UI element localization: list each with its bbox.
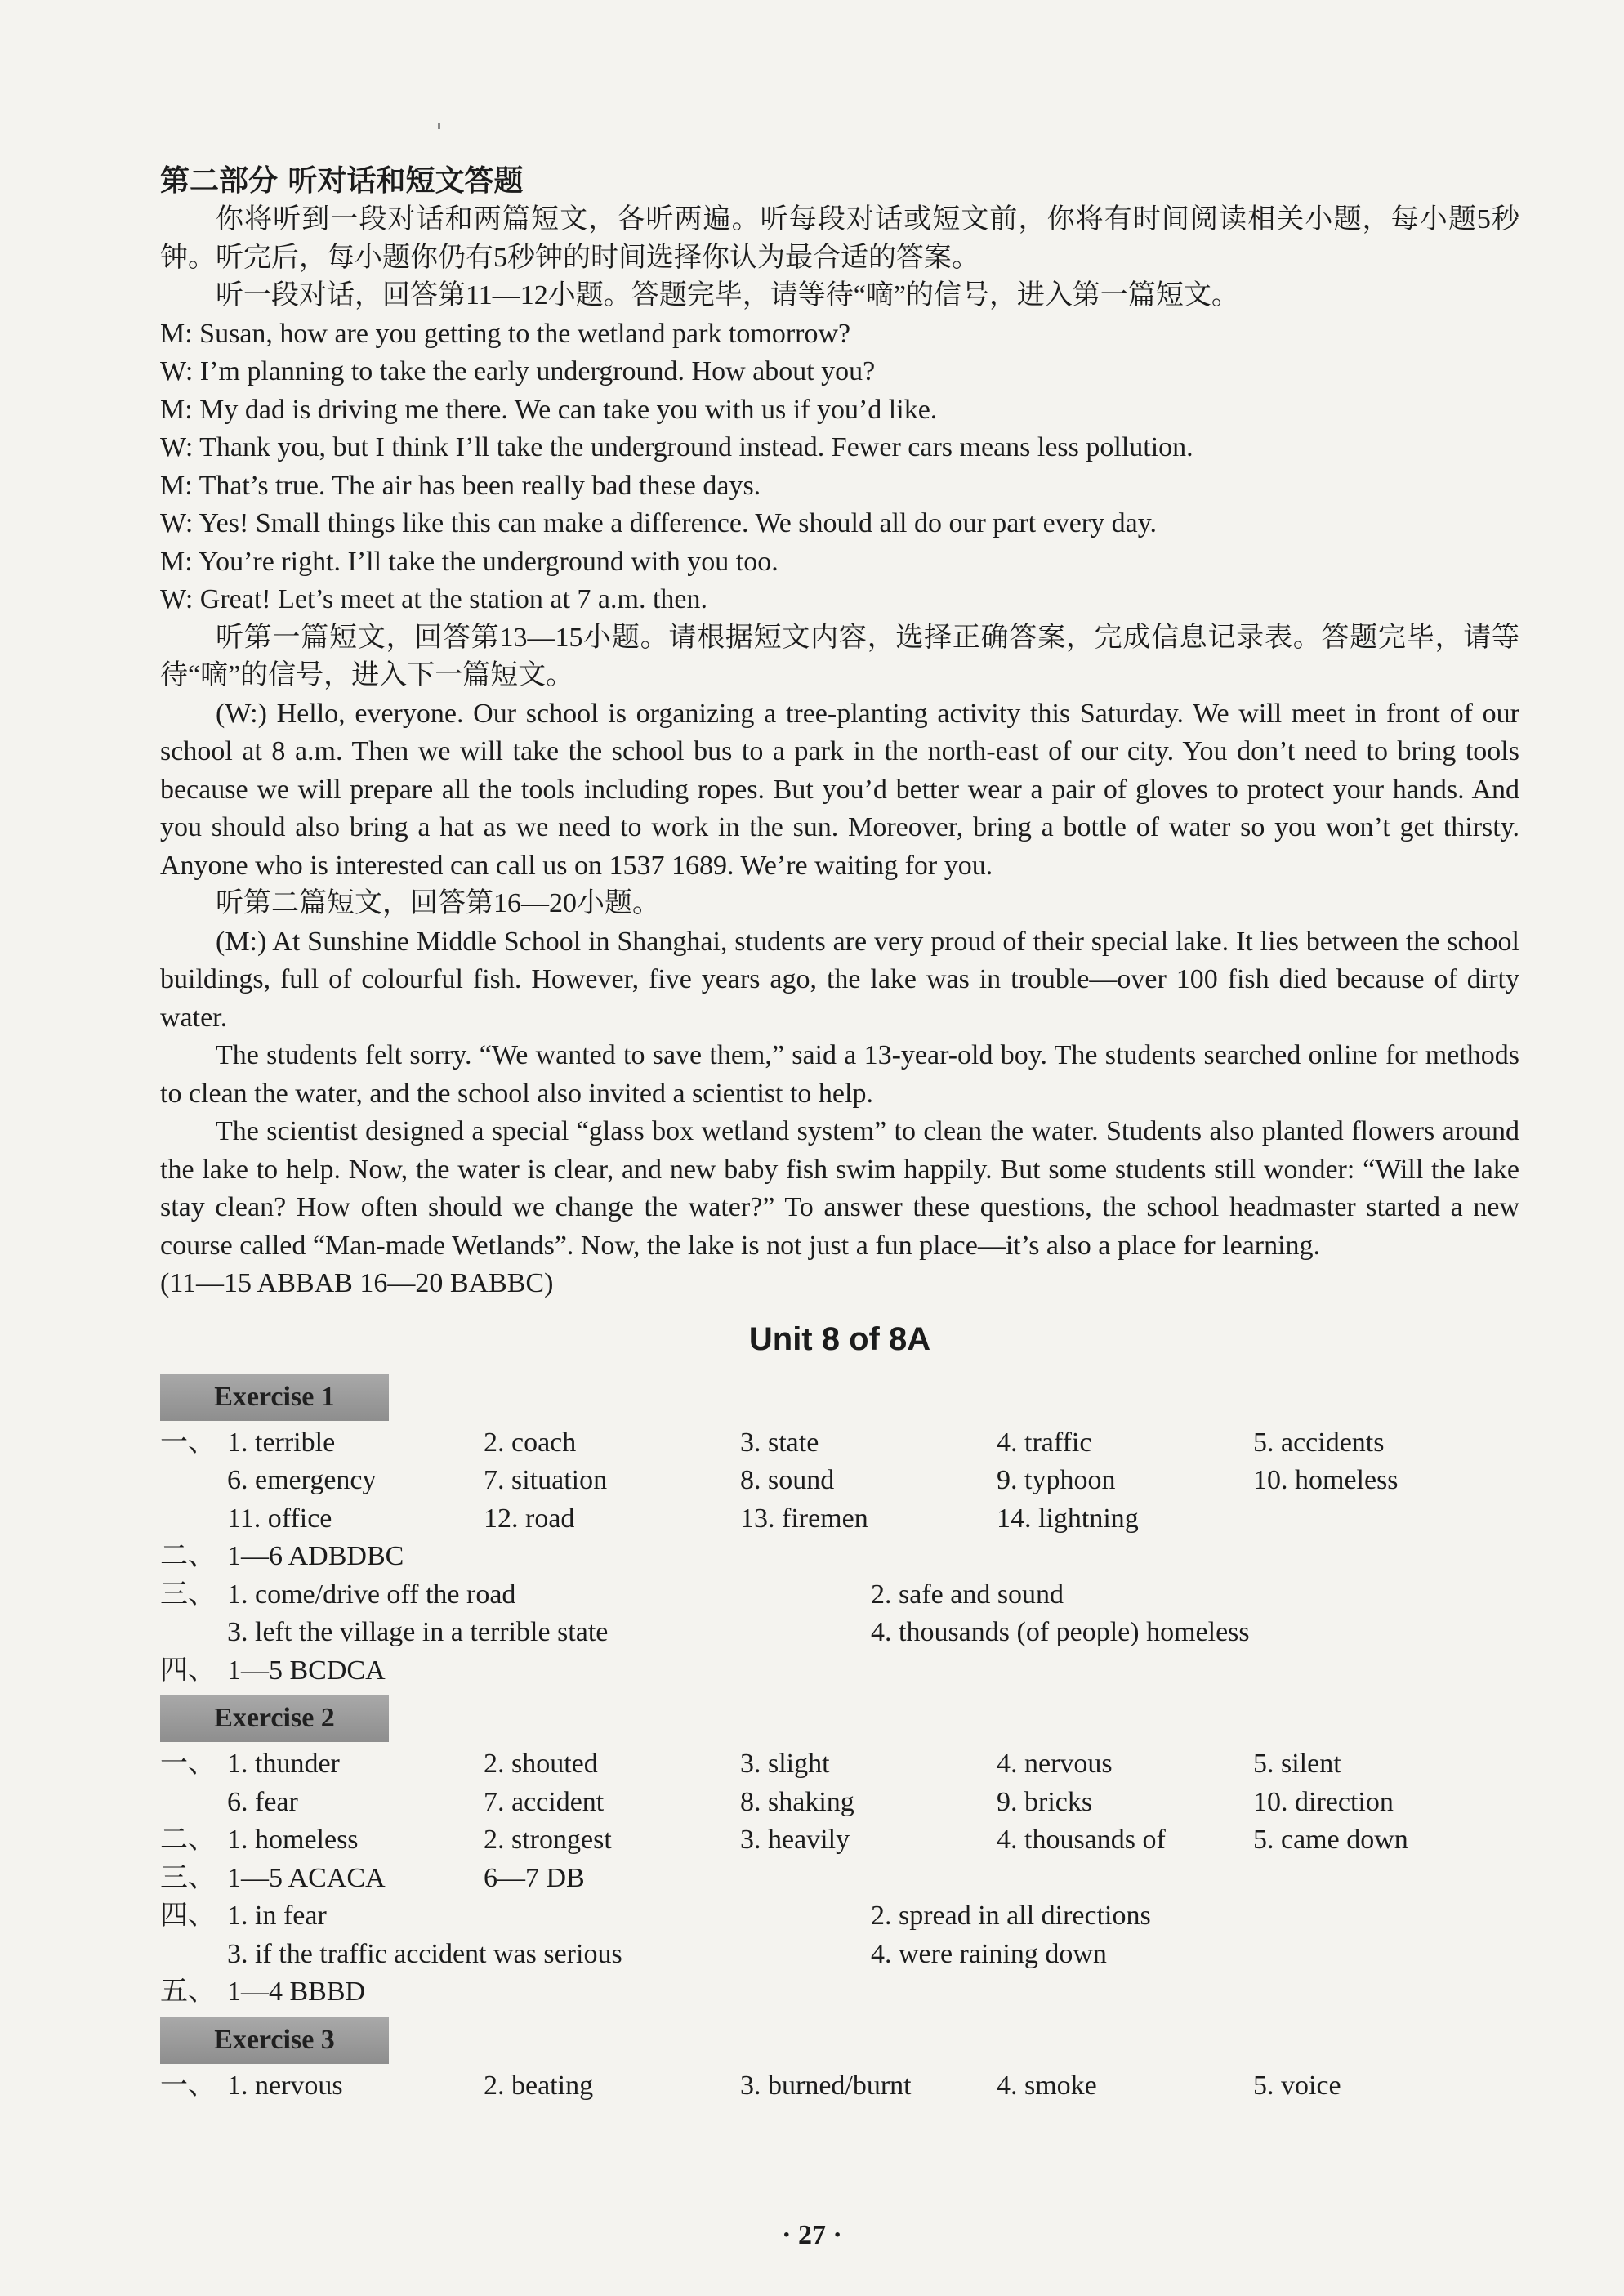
answer-row	[160, 1821, 1519, 1860]
answer-item: 4. thousands of	[997, 1825, 1166, 1855]
answer-row	[160, 1576, 1519, 1615]
section-number: 二、	[160, 1541, 216, 1571]
page-content	[160, 160, 1519, 2105]
answer-item: 1. in fear	[227, 1901, 327, 1931]
answer-item: 4. thousands (of people) homeless	[871, 1617, 1250, 1647]
answer-row	[160, 1462, 1519, 1500]
answer-item: 5. silent	[1253, 1749, 1341, 1779]
answer-item: 1. come/drive off the road	[227, 1579, 516, 1610]
answer-item: 3. burned/burnt	[740, 2070, 912, 2101]
section-number: 一、	[160, 1749, 216, 1779]
section-number: 一、	[160, 1427, 216, 1458]
passage2-paragraph: The scientist designed a special “glass box wetland system” to clean the water. Students also planted flowers around the lake to help. Now, the water is clear, and new baby fish swim happily. But some students still wonder: “Will the lake stay clean? How often should we change the water?” To answer these questions, the school headmaster started a new course called “Man-made Wetlands”. Now, the lake is not just a fun place—it’s also a place for learning.	[160, 1116, 1519, 1261]
dialogue	[160, 315, 1519, 619]
answer-item: 7. accident	[484, 1786, 605, 1817]
answer-row	[160, 1652, 1519, 1691]
answer-item: 1—5 ACACA	[227, 1862, 386, 1893]
answer-item: 10. homeless	[1253, 1465, 1399, 1495]
answer-row	[160, 1500, 1519, 1539]
section-number: 五、	[160, 1977, 216, 2007]
answer-row	[160, 1745, 1519, 1784]
dialogue-line: W: Thank you, but I think I’ll take the underground instead. Fewer cars means less pollution.	[160, 432, 1193, 462]
page-number: · 27 ·	[782, 2220, 842, 2250]
answer-item: 3. slight	[740, 1749, 830, 1779]
dialogue-line: M: Susan, how are you getting to the wetland park tomorrow?	[160, 318, 851, 349]
passage1-text: (W:) Hello, everyone. Our school is organizing a tree-planting activity this Saturday. We will meet in front of our school at 8 a.m. Then we will take the school bus to a park in the north-east of our city. You don’t need to bring tools because we will prepare all the tools including ropes. But you’d better wear a pair of gloves to protect your hands. And you should also bring a hat as we need to work in the sun. Moreover, bring a bottle of water so you won’t get thirsty. Anyone who is interested can call us on 1537 1689. We’re waiting for you.	[160, 698, 1519, 881]
answer-item: 6. fear	[227, 1786, 298, 1817]
part2-instructions: 你将听到一段对话和两篇短文，各听两遍。听每段对话或短文前，你将有时间阅读相关小题，每小题5秒钟。听完后，每小题你仍有5秒钟的时间选择你认为最合适的答案。	[160, 204, 1519, 273]
answer-item: 1—4 BBBD	[227, 1977, 366, 2007]
answer-item: 9. bricks	[997, 1786, 1093, 1817]
answer-item: 1. thunder	[227, 1749, 340, 1779]
answer-row	[160, 1973, 1519, 2012]
section-number: 二、	[160, 1825, 216, 1855]
answer-item: 2. coach	[484, 1427, 577, 1458]
answer-item: 1—5 BCDCA	[227, 1655, 386, 1686]
listening-answers: (11—15 ABBAB 16—20 BABBC)	[160, 1268, 554, 1298]
answer-item: 1. nervous	[227, 2070, 343, 2101]
answer-item: 5. voice	[1253, 2070, 1341, 2101]
answer-item: 3. state	[740, 1427, 819, 1458]
section-number: 三、	[160, 1862, 216, 1893]
answer-item: 9. typhoon	[997, 1465, 1116, 1495]
answer-item: 8. shaking	[740, 1786, 854, 1817]
answer-item: 3. left the village in a terrible state	[227, 1617, 609, 1647]
answer-row	[160, 1784, 1519, 1822]
answer-item: 4. traffic	[997, 1427, 1092, 1458]
answer-item: 5. came down	[1253, 1825, 1408, 1855]
answer-item: 2. safe and sound	[871, 1579, 1064, 1610]
answer-item: 1—6 ADBDBC	[227, 1541, 404, 1571]
unit-title: Unit 8 of 8A	[748, 1320, 931, 1357]
section-number: 三、	[160, 1579, 216, 1610]
answer-item: 2. strongest	[484, 1825, 612, 1855]
speck	[438, 123, 440, 129]
answer-item: 12. road	[484, 1503, 575, 1534]
answer-item: 8. sound	[740, 1465, 835, 1495]
answer-row	[160, 1860, 1519, 1898]
dialogue-line: W: Yes! Small things like this can make a difference. We should all do our part every day.	[160, 508, 1158, 538]
answer-item: 13. firemen	[740, 1503, 868, 1534]
answer-item: 14. lightning	[997, 1503, 1139, 1534]
exercise-1-label: Exercise 1	[160, 1374, 389, 1421]
passage2-paragraph: The students felt sorry. “We wanted to save them,” said a 13-year-old boy. The students searched online for methods to clean the water, and the school also invited a scientist to help.	[160, 1040, 1519, 1109]
passage1-intro: 听第一篇短文，回答第13—15小题。请根据短文内容，选择正确答案，完成信息记录表。答题完毕，请等待“嘀”的信号，进入下一篇短文。	[160, 622, 1519, 690]
answer-row	[160, 1538, 1519, 1576]
answer-item: 1. homeless	[227, 1825, 359, 1855]
answer-row	[160, 1897, 1519, 1936]
answer-item: 1. terrible	[227, 1427, 336, 1458]
answer-item: 3. heavily	[740, 1825, 850, 1855]
exercise-3-label: Exercise 3	[160, 2017, 389, 2064]
answer-item: 2. spread in all directions	[871, 1901, 1151, 1931]
answer-row	[160, 2067, 1519, 2106]
section-number: 四、	[160, 1901, 216, 1931]
answer-item: 10. direction	[1253, 1786, 1394, 1817]
dialogue-line: M: That’s true. The air has been really bad these days.	[160, 470, 761, 501]
answer-item: 4. smoke	[997, 2070, 1097, 2101]
answer-item: 6—7 DB	[484, 1862, 585, 1893]
answer-item: 11. office	[227, 1503, 332, 1534]
part2-heading: 第二部分 听对话和短文答题	[160, 163, 524, 198]
answer-item: 5. accidents	[1253, 1427, 1385, 1458]
answer-item: 4. nervous	[997, 1749, 1113, 1779]
answer-row	[160, 1424, 1519, 1463]
dialogue-line: W: Great! Let’s meet at the station at 7 a.m. then.	[160, 584, 708, 614]
dialogue-line: M: You’re right. I’ll take the underground with you too.	[160, 546, 779, 577]
dialogue-intro: 听一段对话，回答第11—12小题。答题完毕，请等待“嘀”的信号，进入第一篇短文。	[216, 280, 1239, 310]
answer-item: 3. if the traffic accident was serious	[227, 1938, 622, 1969]
answer-item: 7. situation	[484, 1465, 608, 1495]
answer-item: 6. emergency	[227, 1465, 377, 1495]
dialogue-line: M: My dad is driving me there. We can take you with us if you’d like.	[160, 394, 938, 425]
passage2-intro: 听第二篇短文，回答第16—20小题。	[216, 888, 660, 918]
answer-row	[160, 1936, 1519, 1974]
exercise-2-label: Exercise 2	[160, 1695, 389, 1742]
section-number: 四、	[160, 1655, 216, 1686]
passage2-paragraph: (M:) At Sunshine Middle School in Shanghai, students are very proud of their special lake. It lies between the school buildings, full of colourful fish. However, five years ago, the lake was in trouble—over 100 fish died because of dirty water.	[160, 926, 1519, 1033]
dialogue-line: W: I’m planning to take the early underground. How about you?	[160, 356, 876, 386]
section-number: 一、	[160, 2070, 216, 2101]
answer-item: 2. shouted	[484, 1749, 598, 1779]
answer-item: 2. beating	[484, 2070, 594, 2101]
answer-row	[160, 1614, 1519, 1652]
answer-item: 4. were raining down	[871, 1938, 1107, 1969]
